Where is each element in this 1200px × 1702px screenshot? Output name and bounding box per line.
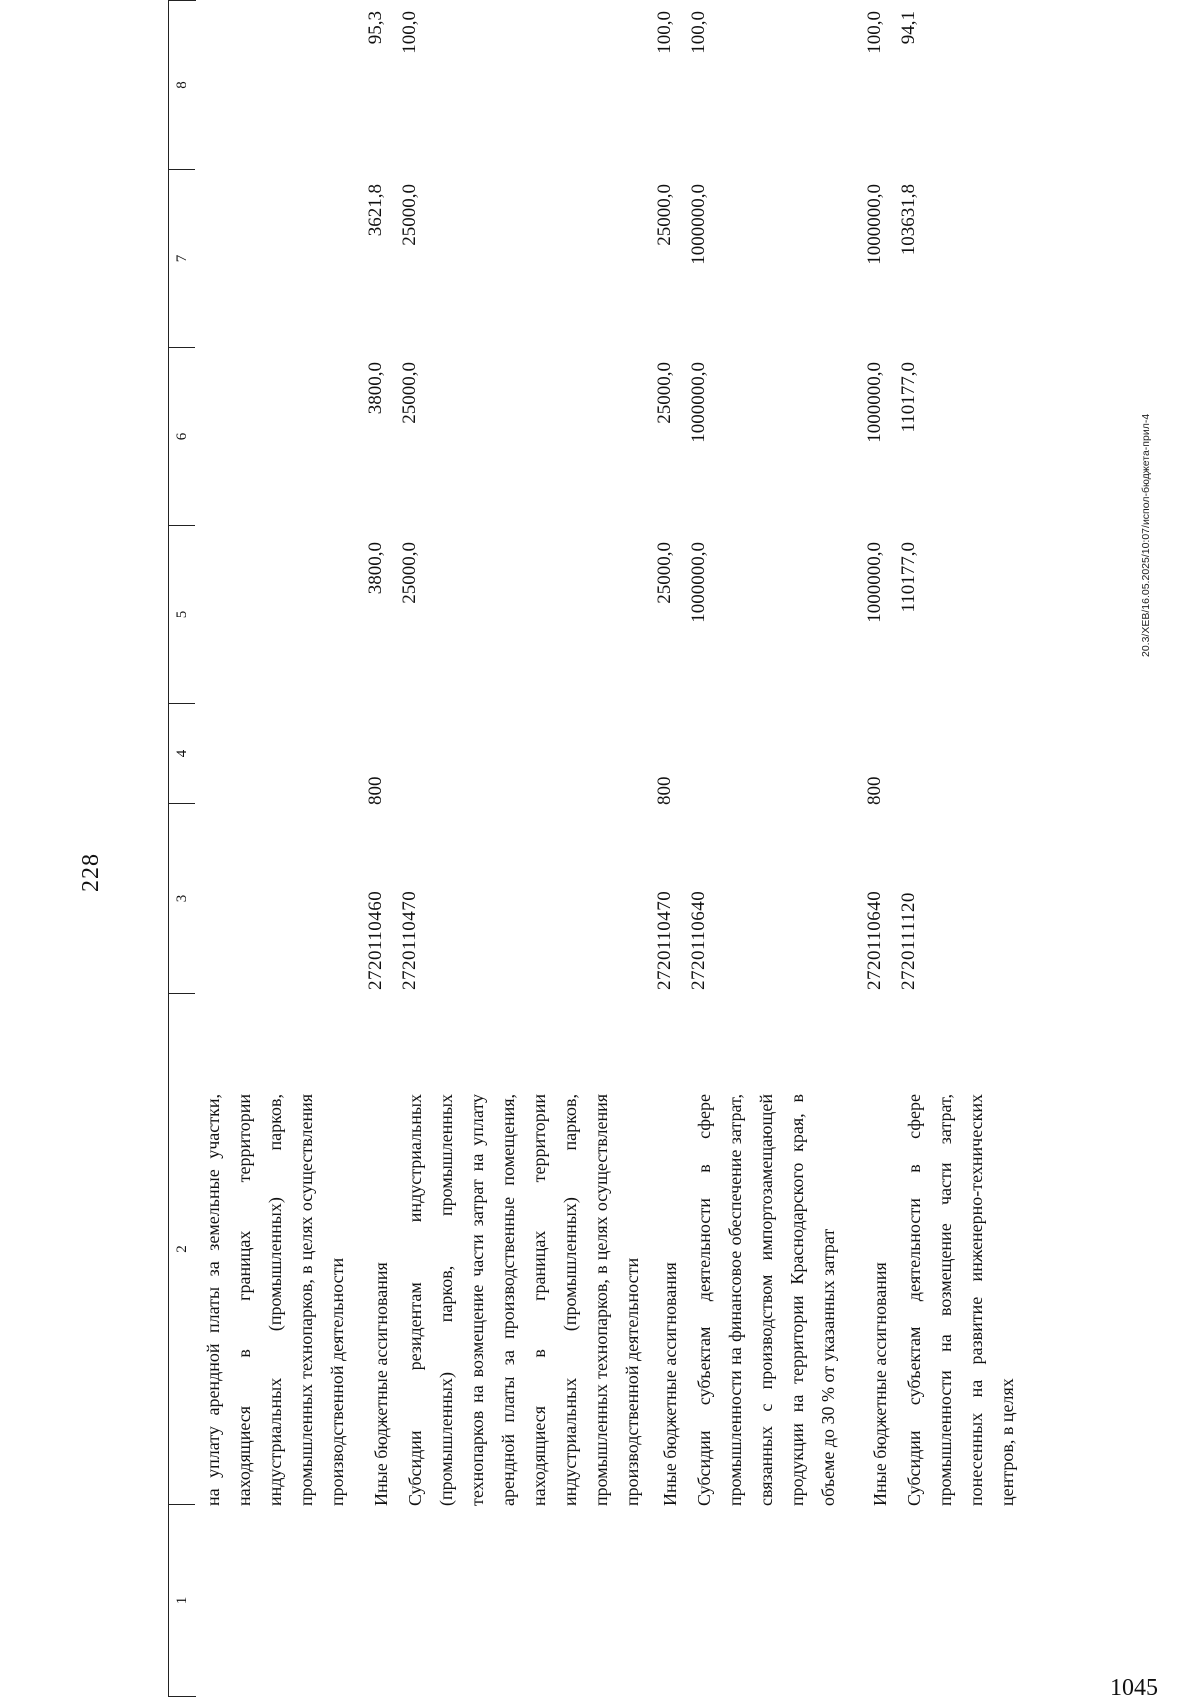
table-header-row [168,0,196,1697]
table-row-col6: 25000,0 [399,362,420,424]
table-row-description: на уплату арендной платы за земельные участки, находящиеся в границах территории индустриальных (промышленных) парков, промышленных технопарков, в целях осуществления производственной деятельности [203,1094,347,1506]
table-row-col6: 3800,0 [365,362,386,415]
header-col-4: 4 [169,704,195,804]
header-col-3: 3 [169,804,195,994]
table-row-col7: 3621,8 [365,184,386,237]
table-row-code: 2720110460 [365,890,386,990]
table-row-col7: 1000000,0 [688,184,709,265]
page-number: 228 [78,853,104,892]
table-row-code: 2720110640 [864,890,885,990]
table-row-col7: 1000000,0 [864,184,885,265]
header-col-1: 1 [174,1596,190,1605]
table-row-col5: 110177,0 [898,542,919,613]
header-col-8: 8 [169,1,195,170]
table-row-description: Субсидии субъектам деятельности в сфере промышленности на финансовое обеспечение затрат, связанных с производством импортозамещающей продукции на территории Краснодарского края, в объеме до 30 % от указанных затрат [694,1094,838,1506]
table-row-col8: 94,1 [898,11,919,45]
table-row-code: 2720111120 [898,892,919,990]
table-row-col7: 103631,8 [898,184,919,256]
table-row-col6: 1000000,0 [864,362,885,443]
header-col-7: 7 [169,170,195,348]
table-row-col8: 100,0 [654,11,675,54]
table-row-col6: 1000000,0 [688,362,709,443]
table-row-vr: 800 [365,776,386,805]
table-row-description: Иные бюджетные ассигнования [371,1262,391,1506]
table-row-col5: 25000,0 [399,542,420,604]
header-col-6: 6 [169,348,195,526]
table-row-col8: 95,3 [365,11,386,45]
table-row-col8: 100,0 [399,11,420,54]
table-row-col7: 25000,0 [654,184,675,246]
table-row-code: 2720110640 [688,890,709,990]
table-row-col8: 100,0 [688,11,709,54]
table-row-col6: 110177,0 [898,362,919,433]
header-col-5: 5 [169,526,195,704]
table-row-vr: 800 [864,776,885,805]
document-page-number: 1045 [1110,1675,1158,1701]
table-row-col7: 25000,0 [399,184,420,246]
table-row-col8: 100,0 [864,11,885,54]
footer-code: 20.3/ХЕВ/16.05.2025/10:07/испол-бюджета-прил-4 [1140,413,1152,657]
table-row-col5: 1000000,0 [688,542,709,623]
table-row-description: Субсидии субъектам деятельности в сфере промышленности на возмещение части затрат, понесенных на развитие инженерно-технических центров, в целях [904,1094,1017,1506]
table-row-description: Иные бюджетные ассигнования [660,1262,680,1506]
table-row-vr: 800 [654,776,675,805]
table-row-description: Субсидии резидентам индустриальных (промышленных) парков, промышленных технопарков на возмещение части затрат на уплату арендной платы за производственные помещения, находящиеся в границах территории индустриальных (промышленных) парков, промышленных технопарков, в целях осуществления производственной деятельности [405,1094,642,1506]
table-row-description: Иные бюджетные ассигнования [870,1262,890,1506]
table-row-col5: 3800,0 [365,542,386,595]
table-row-code: 2720110470 [399,890,420,990]
table-row-col5: 1000000,0 [864,542,885,623]
table-row-col5: 25000,0 [654,542,675,604]
table-row-col6: 25000,0 [654,362,675,424]
table-row-code: 2720110470 [654,890,675,990]
header-col-2: 2 [169,994,195,1505]
